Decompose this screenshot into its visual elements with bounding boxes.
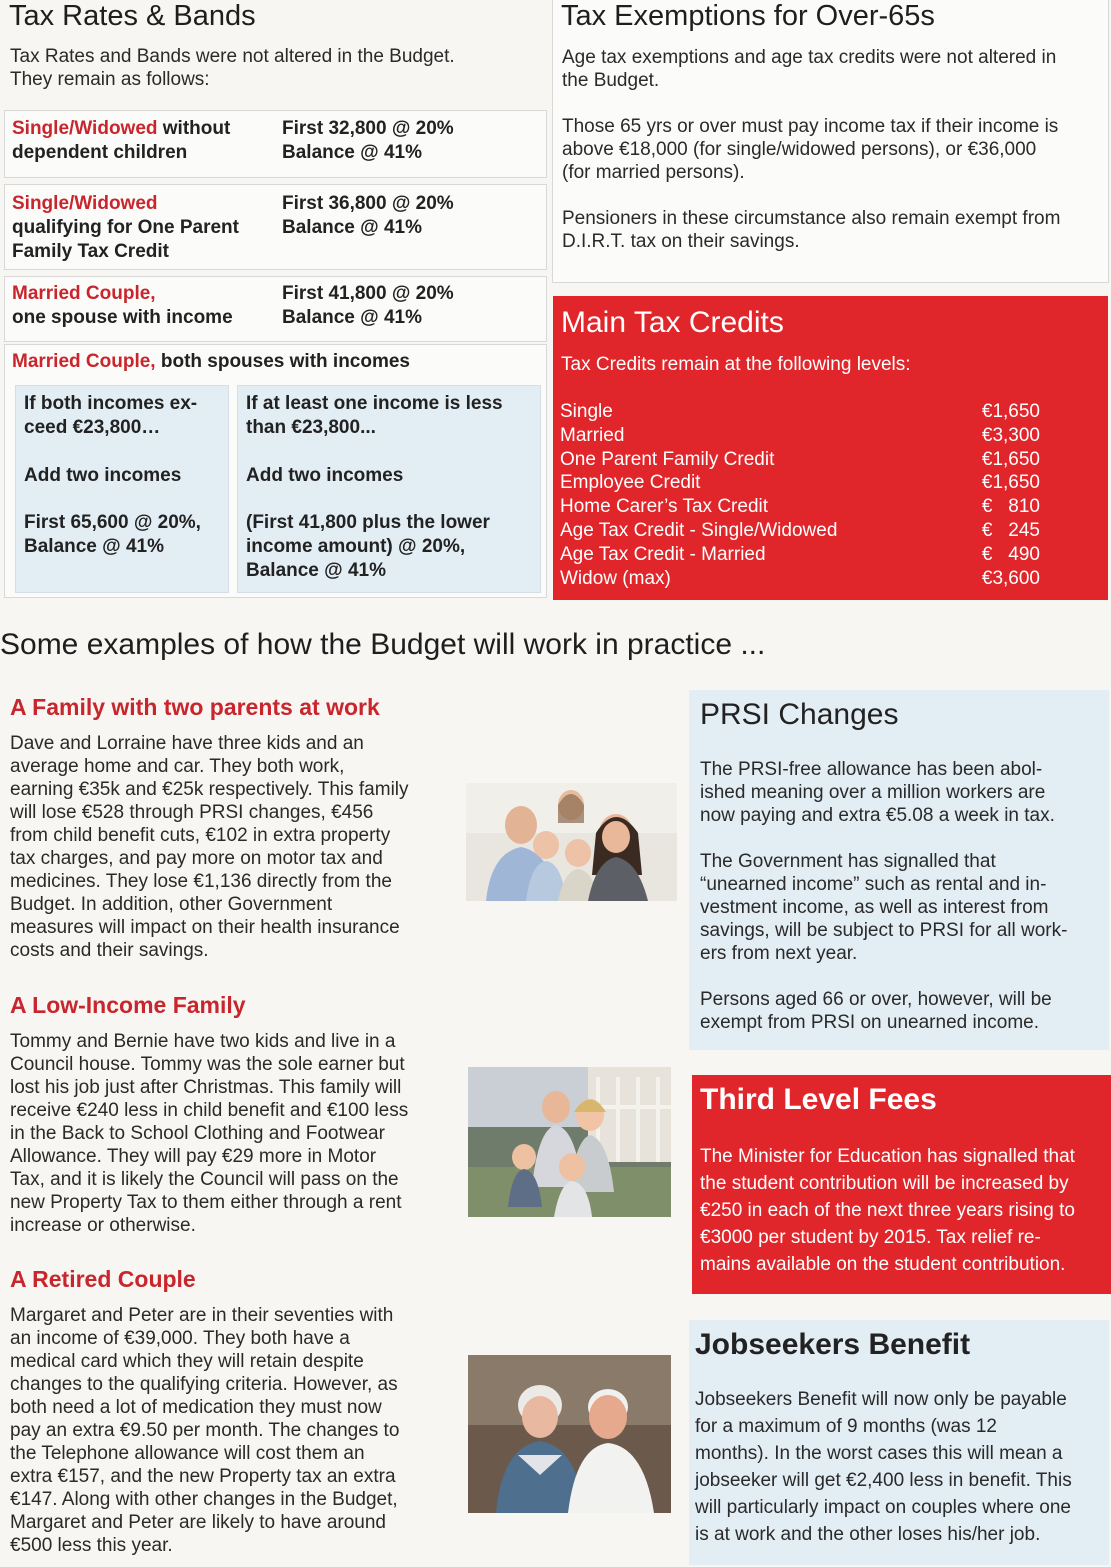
rate-line: income amount) @ 20%, [246, 536, 466, 557]
prsi-line: savings, will be subject to PRSI for all work- [700, 920, 1068, 941]
example-line: medical card which they will retain despite [10, 1351, 364, 1372]
credit-row [560, 567, 1040, 591]
example-line: Margaret and Peter are likely to have around [10, 1512, 386, 1533]
credit-value: €1,650 [981, 401, 1040, 422]
tax-rates-title: Tax Rates & Bands [9, 0, 256, 32]
band-rate: Balance @ 41% [282, 142, 422, 163]
credit-value: € 490 [981, 543, 1040, 565]
prsi-line: exempt from PRSI on unearned income. [700, 1012, 1040, 1033]
credit-row [560, 471, 1040, 495]
prsi-panel [689, 690, 1109, 1050]
prsi-line: The Government has signalled that [700, 851, 996, 872]
action-line: Add two incomes [246, 465, 404, 486]
intro-line: Tax Rates and Bands were not altered in the Budget. [10, 46, 455, 67]
prsi-line: The PRSI-free allowance has been abol- [700, 759, 1043, 780]
jobseekers-panel [689, 1320, 1109, 1565]
example-line: average home and car. They both work, [10, 756, 345, 777]
rate-line: Balance @ 41% [246, 560, 386, 581]
third-level-title: Third Level Fees [700, 1083, 937, 1116]
example-line: the Telephone allowance will cost them an [10, 1443, 365, 1464]
intro-line: They remain as follows: [10, 69, 210, 90]
band-label-line: qualifying for One Parent [12, 217, 239, 238]
rate-line: (First 41,800 plus the lower [246, 512, 490, 533]
example-line: changes to the qualifying criteria. However, as [10, 1374, 398, 1395]
jobseekers-line: is at work and the other loses his/her job. [695, 1524, 1041, 1545]
example-line: measures will impact on their health insurance [10, 917, 400, 938]
band-label-rest: both spouses with incomes [155, 351, 410, 372]
credit-name: Single [560, 401, 613, 422]
example-line: earning €35k and €25k respectively. This family [10, 779, 409, 800]
exemptions-line: the Budget. [562, 70, 660, 91]
jobseekers-line: Jobseekers Benefit will now only be payable [695, 1389, 1067, 1410]
band-rate: First 41,800 @ 20% [282, 283, 454, 304]
example-line: increase or otherwise. [10, 1215, 196, 1236]
credit-name: Employee Credit [560, 472, 701, 494]
low-income-family-photo [468, 1067, 671, 1217]
prsi-title: PRSI Changes [700, 698, 899, 731]
example-body [10, 732, 460, 962]
example-title: A Retired Couple [10, 1266, 196, 1292]
third-level-line: mains available on the student contribution. [700, 1254, 1066, 1275]
credit-row [560, 448, 1040, 472]
main-credits-subtitle: Tax Credits remain at the following levels: [561, 354, 911, 375]
example-body [10, 1304, 460, 1557]
credit-name: Home Carer’s Tax Credit [560, 496, 769, 518]
example-line: an income of €39,000. They both have a [10, 1328, 350, 1349]
band-single-one-parent [4, 184, 547, 270]
example-line: new Property Tax to them either through a rent [10, 1192, 402, 1213]
both-exceed-box [15, 385, 229, 593]
exemptions-line: (for married persons). [562, 162, 745, 183]
example-line: Margaret and Peter are in their seventies with [10, 1305, 394, 1326]
credit-name: Age Tax Credit - Single/Widowed [560, 519, 838, 541]
credit-row [560, 424, 1040, 448]
band-married-both-incomes [4, 344, 547, 598]
action-line: Add two incomes [24, 465, 182, 486]
credit-row [560, 543, 1040, 567]
example-line: costs and their savings. [10, 940, 209, 961]
exemptions-line: Age tax exemptions and age tax credits were not altered in [562, 47, 1057, 68]
prsi-line: Persons aged 66 or over, however, will be [700, 989, 1052, 1010]
band-rate: Balance @ 41% [282, 217, 422, 238]
family-photo [466, 783, 677, 901]
one-less-box [237, 385, 541, 593]
main-credits-title: Main Tax Credits [561, 306, 784, 339]
example-line: in the Back to School Clothing and Footwear [10, 1123, 385, 1144]
band-label-line: Family Tax Credit [12, 241, 169, 262]
jobseekers-line: will particularly impact on couples where one [695, 1497, 1071, 1518]
tax-rates-intro [10, 45, 455, 91]
band-label-highlight: Single/Widowed [12, 193, 158, 214]
example-line: Dave and Lorraine have three kids and an [10, 733, 364, 754]
prsi-line: now paying and extra €5.08 a week in tax. [700, 805, 1055, 826]
example-line: Budget. In addition, other Government [10, 894, 333, 915]
band-single-no-children [4, 110, 547, 178]
band-married-one-income [4, 276, 547, 342]
third-level-fees-panel [692, 1075, 1111, 1294]
credit-name: Widow (max) [560, 567, 671, 589]
example-line: €500 less this year. [10, 1535, 173, 1556]
third-level-line: the student contribution will be increased by [700, 1173, 1069, 1194]
exemptions-panel [552, 0, 1109, 283]
retired-couple-photo [468, 1355, 671, 1513]
example-line: both need a lot of medication they must now [10, 1397, 382, 1418]
third-level-line: €3000 per student by 2015. Tax relief re- [700, 1227, 1041, 1248]
examples-heading: Some examples of how the Budget will work in practice ... [0, 628, 766, 661]
example-line: receive €240 less in child benefit and €100 less [10, 1100, 409, 1121]
exemptions-line: Those 65 yrs or over must pay income tax if their income is [562, 116, 1059, 137]
credit-name: One Parent Family Credit [560, 448, 775, 470]
credit-value: €3,300 [981, 424, 1040, 446]
exemptions-line: above €18,000 (for single/widowed persons), or €36,000 [562, 139, 1037, 160]
jobseekers-line: jobseeker will get €2,400 less in benefit. This [695, 1470, 1072, 1491]
credit-row [560, 519, 1040, 543]
jobseekers-line: months). In the worst cases this will mean a [695, 1443, 1063, 1464]
rate-line: Balance @ 41% [24, 536, 164, 557]
credit-name: Age Tax Credit - Married [560, 543, 766, 565]
condition-line: If both incomes ex- [24, 393, 198, 414]
band-label-highlight: Single/Widowed [12, 118, 158, 139]
example-body [10, 1030, 460, 1237]
exemptions-line: Pensioners in these circumstance also remain exempt from [562, 208, 1061, 229]
jobseekers-line: for a maximum of 9 months (was 12 [695, 1416, 997, 1437]
main-tax-credits-panel [553, 296, 1108, 600]
rate-line: First 65,600 @ 20%, [24, 512, 201, 533]
condition-line: ceed €23,800… [24, 417, 161, 438]
prsi-line: “unearned income” such as rental and in- [700, 874, 1047, 895]
exemptions-line: D.I.R.T. tax on their savings. [562, 231, 800, 252]
example-line: medicines. They lose €1,136 directly from the [10, 871, 392, 892]
prsi-line: vestment income, as well as interest from [700, 897, 1049, 918]
third-level-line: €250 in each of the next three years rising to [700, 1200, 1075, 1221]
condition-line: If at least one income is less [246, 393, 503, 414]
credit-value: €1,650 [981, 472, 1040, 494]
prsi-line: ished meaning over a million workers are [700, 782, 1046, 803]
example-line: tax charges, and pay more on motor tax and [10, 848, 383, 869]
band-label-highlight: Married Couple, [12, 283, 156, 304]
band-rate: Balance @ 41% [282, 307, 422, 328]
credit-value: €3,600 [981, 567, 1040, 589]
prsi-line: ers from next year. [700, 943, 858, 964]
condition-line: than €23,800... [246, 417, 376, 438]
credits-list [560, 400, 1040, 590]
example-title: A Low-Income Family [10, 992, 246, 1018]
example-line: pay an extra €9.50 per month. The changes to [10, 1420, 400, 1441]
example-line: Tax, and it is likely the Council will pass on the [10, 1169, 399, 1190]
band-label-line: one spouse with income [12, 307, 233, 328]
band-rate: First 32,800 @ 20% [282, 118, 454, 139]
example-line: Council house. Tommy was the sole earner but [10, 1054, 405, 1075]
band-label-highlight: Married Couple, [12, 351, 156, 372]
credit-row [560, 400, 1040, 424]
band-label-line: dependent children [12, 142, 188, 163]
jobseekers-title: Jobseekers Benefit [695, 1328, 971, 1361]
example-line: Tommy and Bernie have two kids and live in a [10, 1031, 396, 1052]
band-rate: First 36,800 @ 20% [282, 193, 454, 214]
example-line: €147. Along with other changes in the Budget, [10, 1489, 398, 1510]
credit-row [560, 495, 1040, 519]
example-line: extra €157, and the new Property tax an extra [10, 1466, 396, 1487]
exemptions-title: Tax Exemptions for Over-65s [561, 0, 935, 32]
credit-name: Married [560, 424, 625, 446]
example-title: A Family with two parents at work [10, 694, 380, 720]
example-line: from child benefit cuts, €102 in extra property [10, 825, 391, 846]
credit-value: € 245 [981, 519, 1040, 541]
third-level-line: The Minister for Education has signalled that [700, 1146, 1075, 1167]
band-label-rest: without [157, 118, 231, 139]
example-line: will lose €528 through PRSI changes, €456 [10, 802, 374, 823]
example-line: lost his job just after Christmas. This family will [10, 1077, 402, 1098]
credit-value: € 810 [981, 496, 1040, 518]
credit-value: €1,650 [981, 448, 1040, 470]
example-line: Allowance. They will pay €29 more in Motor [10, 1146, 377, 1167]
